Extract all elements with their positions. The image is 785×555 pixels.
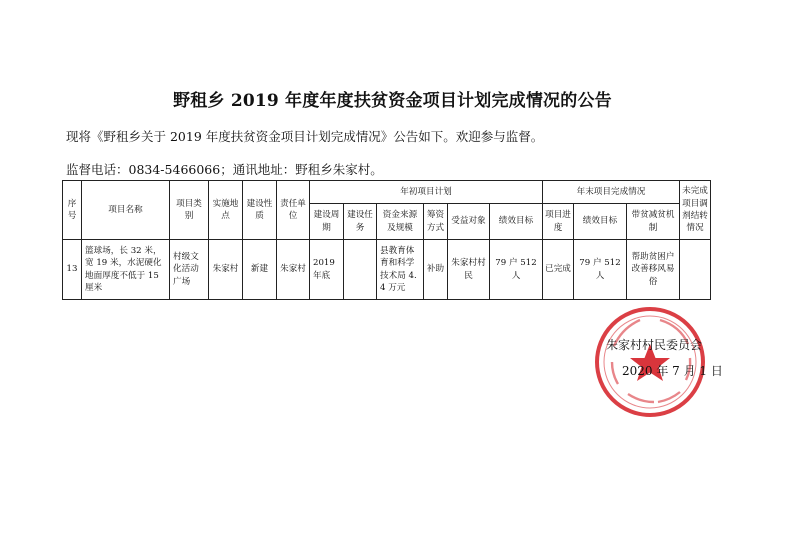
cell-plan-period: 2019 年底 bbox=[310, 240, 344, 300]
header-location: 实施地点 bbox=[209, 181, 243, 240]
cell-name: 篮球场，长 32 米，宽 19 米，水泥硬化地面厚度不低于 15 厘米 bbox=[82, 240, 170, 300]
cell-done-mechanism: 帮助贫困户改善移风易俗 bbox=[627, 240, 680, 300]
header-plan-beneficiary: 受益对象 bbox=[448, 204, 490, 240]
cell-plan-beneficiary: 朱家村村民 bbox=[448, 240, 490, 300]
contact-info: 监督电话：0834-5466066；通讯地址：野租乡朱家村。 bbox=[66, 162, 383, 177]
cell-plan-task bbox=[344, 240, 377, 300]
signature-date: 2020 年 7 月 1 日 bbox=[622, 364, 723, 378]
cell-done-progress: 已完成 bbox=[543, 240, 574, 300]
header-plan-source: 资金来源及规模 bbox=[377, 204, 424, 240]
cell-unit: 朱家村 bbox=[277, 240, 310, 300]
header-category: 项目类别 bbox=[170, 181, 209, 240]
intro-text: 现将《野租乡关于 2019 年度扶贫资金项目计划完成情况》公告如下。欢迎参与监督。 bbox=[66, 129, 544, 144]
table-row bbox=[63, 240, 711, 300]
project-table bbox=[62, 180, 711, 300]
cell-location: 朱家村 bbox=[209, 240, 243, 300]
header-done-progress: 项目进度 bbox=[543, 204, 574, 240]
cell-plan-target: 79 户 512 人 bbox=[490, 240, 543, 300]
cell-index: 13 bbox=[63, 240, 82, 300]
header-index: 序号 bbox=[63, 181, 82, 240]
cell-nature: 新建 bbox=[243, 240, 277, 300]
header-plan-group: 年初项目计划 bbox=[310, 181, 543, 204]
cell-plan-method: 补助 bbox=[424, 240, 448, 300]
header-name: 项目名称 bbox=[82, 181, 170, 240]
header-adjust: 未完成项目调剂结转情况 bbox=[680, 181, 711, 240]
signature-organization: 朱家村村民委员会 bbox=[606, 338, 703, 352]
header-plan-method: 筹资方式 bbox=[424, 204, 448, 240]
header-unit: 责任单位 bbox=[277, 181, 310, 240]
cell-adjust bbox=[680, 240, 711, 300]
cell-plan-source: 县教育体育和科学技术局 4.4 万元 bbox=[377, 240, 424, 300]
header-plan-target: 绩效目标 bbox=[490, 204, 543, 240]
header-done-mechanism: 带贫减贫机制 bbox=[627, 204, 680, 240]
header-done-target: 绩效目标 bbox=[574, 204, 627, 240]
header-plan-period: 建设周期 bbox=[310, 204, 344, 240]
header-plan-task: 建设任务 bbox=[344, 204, 377, 240]
header-done-group: 年末项目完成情况 bbox=[543, 181, 680, 204]
header-nature: 建设性质 bbox=[243, 181, 277, 240]
cell-done-target: 79 户 512 人 bbox=[574, 240, 627, 300]
cell-category: 村级文化活动广场 bbox=[170, 240, 209, 300]
page-title: 野租乡 2019 年度年度扶贫资金项目计划完成情况的公告 bbox=[173, 91, 612, 111]
